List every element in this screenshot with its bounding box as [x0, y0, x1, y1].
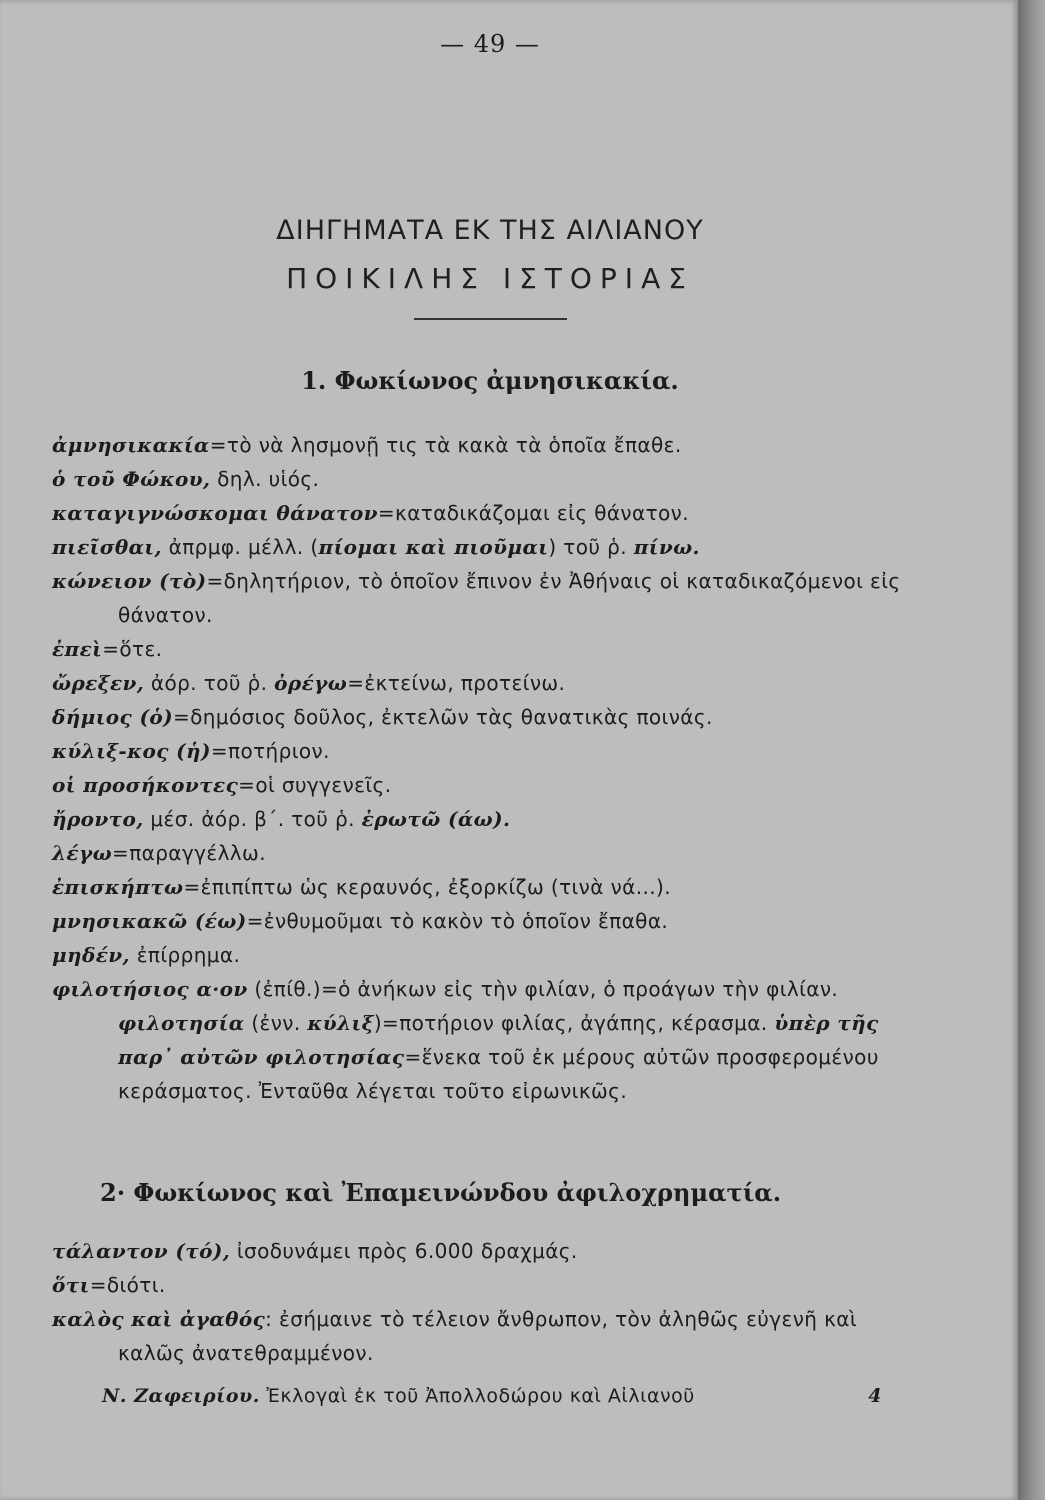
entry-term: μνησικακῶ (έω) [52, 909, 247, 933]
entry-term: ὀρέγω [274, 671, 348, 695]
entry-term: μηδέν, [52, 943, 130, 967]
entry-term: καταγιγνώσκομαι θάνατον [52, 501, 378, 525]
footer-author: Ν. Ζαφειρίου. [102, 1385, 260, 1407]
entry-gloss: =τὸ νὰ λησμονῇ τις τὰ κακὰ τὰ ὁποῖα ἔπαθε. [209, 433, 682, 457]
entry-gloss: ἀπρμφ. μέλλ. ( [168, 535, 319, 559]
entry-term: ὑπὲρ τῆς παρ᾽ αὐτῶν φιλοτησίας [118, 1011, 879, 1069]
entry-term: ὅτι [52, 1273, 90, 1297]
entry-term: ὁ τοῦ Φώκου, [52, 467, 211, 491]
glossary-entry [52, 564, 912, 632]
entry-gloss: =ὅτε. [102, 637, 163, 661]
glossary-entry [52, 530, 912, 564]
entry-term: ἐπισκήπτω [52, 875, 184, 899]
entry-gloss: μέσ. ἀόρ. β΄. τοῦ ῥ. [150, 807, 362, 831]
entry-term: ὤρεξεν, [52, 671, 145, 695]
section-2-heading: 2· Φωκίωνος καὶ Ἐπαμεινώνδου ἀφιλοχρηματία. [100, 1178, 782, 1207]
glossary-entry [52, 666, 912, 700]
glossary-entry [52, 1268, 912, 1302]
entry-term: καλὸς καὶ ἀγαθός [52, 1307, 266, 1331]
section-1-glossary [52, 428, 912, 1108]
entry-gloss: (ἐπίθ.)=ὁ ἀνήκων εἰς τὴν φιλίαν, ὁ προάγων τὴν φιλίαν. [254, 977, 839, 1001]
entry-term: τάλαντον (τό), [52, 1239, 231, 1263]
entry-term: ἐπεὶ [52, 637, 103, 661]
entry-term: κώνειον (τὸ) [52, 569, 207, 593]
entry-gloss: =ἐκτείνω, προτείνω. [347, 671, 566, 695]
entry-gloss: =παραγγέλλω. [112, 841, 266, 865]
footer-text: Ἐκλογαὶ ἐκ τοῦ Ἀπολλοδώρου καὶ Αἰλιανοῦ [266, 1385, 695, 1407]
entry-term: οἱ προσήκοντες [52, 773, 239, 797]
glossary-entry [52, 768, 912, 802]
glossary-entry [52, 870, 912, 904]
section-1-heading: 1. Φωκίωνος ἀμνησικακία. [301, 366, 679, 395]
glossary-entry [52, 972, 912, 1108]
glossary-entry [52, 734, 912, 768]
entry-gloss: =δημόσιος δοῦλος, ἐκτελῶν τὰς θανατικὰς ποινάς. [172, 705, 713, 729]
entry-term: κύλιξ [307, 1011, 374, 1035]
entry-gloss: : ἐσήμαινε τὸ τέλειον ἄνθρωπον, τὸν ἀληθῶς εὐγενῆ καὶ καλῶς ἀνατεθραμμένον. [118, 1307, 858, 1365]
entry-gloss: =οἱ συγγενεῖς. [238, 773, 392, 797]
entry-gloss: =καταδικάζομαι εἰς θάνατον. [377, 501, 689, 525]
entry-term: ἀμνησικακία [52, 433, 210, 457]
glossary-entry [52, 462, 912, 496]
entry-gloss: ἀόρ. τοῦ ῥ. [150, 671, 275, 695]
entry-gloss: (ἐνν. [244, 1011, 308, 1035]
entry-term: ἤροντο, [52, 807, 144, 831]
entry-term: πιεῖσθαι, [52, 535, 162, 559]
entry-term: δήμιος (ὁ) [52, 705, 173, 729]
entry-gloss: =ποτήριον. [210, 739, 330, 763]
glossary-entry [52, 836, 912, 870]
glossary-entry [52, 1302, 912, 1370]
footer-signature: 4 [868, 1385, 882, 1407]
entry-term: κύλιξ-κος (ἡ) [52, 739, 211, 763]
entry-term: πίνω. [633, 535, 700, 559]
entry-gloss: δηλ. υἱός. [217, 467, 320, 491]
title-line-1: ΔΙΗΓΗΜΑΤΑ ΕΚ ΤΗΣ ΑΙΛΙΑΝΟΥ [276, 215, 704, 246]
glossary-entry [52, 938, 912, 972]
glossary-entry [52, 428, 912, 462]
page-footer [102, 1385, 882, 1407]
entry-term: ἐρωτῶ (άω). [361, 807, 511, 831]
glossary-entry [52, 632, 912, 666]
entry-gloss: =ἐνθυμοῦμαι τὸ κακὸν τὸ ὁποῖον ἔπαθα. [246, 909, 669, 933]
entry-gloss: =διότι. [89, 1273, 166, 1297]
glossary-entry [52, 700, 912, 734]
entry-gloss: ἰσοδυνάμει πρὸς 6.000 δραχμάς. [236, 1239, 578, 1263]
title-line-2: ΠΟΙΚΙΛΗΣ ΙΣΤΟΡΙΑΣ [286, 262, 694, 295]
entry-gloss: =ἕνεκα τοῦ ἐκ μέρους αὐτῶν προσφερομένου κεράσματος. Ἐνταῦθα λέγεται τοῦτο εἰρωνικῶς. [118, 1045, 879, 1103]
entry-gloss: ἐπίρρημα. [136, 943, 241, 967]
entry-term: φιλοτησία [118, 1011, 245, 1035]
glossary-entry [52, 802, 912, 836]
section-2-glossary [52, 1234, 912, 1370]
glossary-entry [52, 904, 912, 938]
entry-gloss: =ἐπιπίπτω ὡς κεραυνός, ἐξορκίζω (τινὰ νά...). [183, 875, 671, 899]
entry-term: φιλοτήσιος α·ον [52, 977, 248, 1001]
entry-gloss: =δηλητήριον, τὸ ὁποῖον ἔπινον ἐν Ἀθήναις οἱ καταδικαζόμενοι εἰς θάνατον. [118, 569, 901, 627]
entry-gloss: ) τοῦ ῥ. [548, 535, 634, 559]
glossary-entry [52, 1234, 912, 1268]
title-divider [414, 318, 567, 320]
book-edge [1018, 0, 1045, 1500]
entry-term: λέγω [52, 841, 113, 865]
entry-term: πίομαι καὶ πιοῦμαι [318, 535, 549, 559]
page-number: — 49 — [440, 30, 540, 58]
entry-gloss: )=ποτήριον φιλίας, ἀγάπης, κέρασμα. [373, 1011, 775, 1035]
glossary-entry [52, 496, 912, 530]
